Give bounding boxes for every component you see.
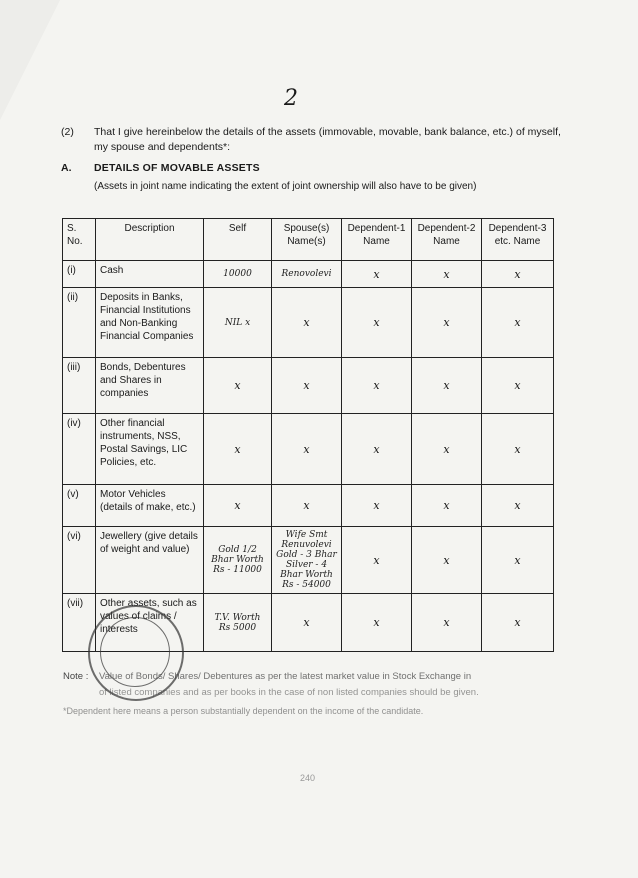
row-sno: (vi) <box>63 527 96 594</box>
section-label: A. <box>61 162 72 174</box>
table-header-row <box>63 219 554 261</box>
row-self-value: 10000 <box>204 261 272 288</box>
row-description: Deposits in Banks, Financial Institutions and Non-Banking Financial Companies <box>96 288 204 358</box>
row-self-value: NIL x <box>204 288 272 358</box>
row-sno: (i) <box>63 261 96 288</box>
row-sno: (iii) <box>63 358 96 414</box>
folded-corner <box>0 0 60 120</box>
row-dependent-2-value: x <box>412 594 482 652</box>
header-spouse: Spouse(s) Name(s) <box>272 219 342 261</box>
row-dependent-2-value: x <box>412 288 482 358</box>
row-self-value: x <box>204 414 272 485</box>
row-spouse-value: Wife Smt Renuvolevi Gold - 3 Bhar Silver - 4 Bhar Worth Rs - 54000 <box>272 527 342 594</box>
header-self: Self <box>204 219 272 261</box>
row-dependent-3-value: x <box>482 288 554 358</box>
row-sno: (ii) <box>63 288 96 358</box>
row-self-value: Gold 1/2 Bhar Worth Rs - 11000 <box>204 527 272 594</box>
row-dependent-3-value: x <box>482 527 554 594</box>
header-dependent-2: Dependent-2 Name <box>412 219 482 261</box>
row-dependent-2-value: x <box>412 485 482 527</box>
note-line-1: Value of Bonds/ Shares/ Debentures as per the latest market value in Stock Exchange in <box>99 671 472 682</box>
row-spouse-value: x <box>272 288 342 358</box>
row-self-value: x <box>204 358 272 414</box>
paragraph-text: That I give hereinbelow the details of the assets (immovable, movable, bank balance, etc.) of myself, my spouse and dependents*: <box>94 126 561 153</box>
row-dependent-2-value: x <box>412 261 482 288</box>
row-spouse-value: Renovolevi <box>272 261 342 288</box>
row-description: Motor Vehicles (details of make, etc.) <box>96 485 204 527</box>
row-sno: (v) <box>63 485 96 527</box>
row-self-value: x <box>204 485 272 527</box>
row-spouse-value: x <box>272 358 342 414</box>
footer-page-number: 240 <box>300 773 316 783</box>
row-spouse-value: x <box>272 485 342 527</box>
row-dependent-1-value: x <box>342 485 412 527</box>
page-number: 2 <box>284 86 298 111</box>
row-description: Jewellery (give details of weight and value) <box>96 527 204 594</box>
row-sno: (iv) <box>63 414 96 485</box>
row-spouse-value: x <box>272 414 342 485</box>
row-dependent-3-value: x <box>482 414 554 485</box>
section-note: (Assets in joint name indicating the extent of joint ownership will also have to be given) <box>94 181 477 192</box>
row-dependent-2-value: x <box>412 358 482 414</box>
header-dependent-1: Dependent-1 Name <box>342 219 412 261</box>
note-label: Note : <box>63 671 89 682</box>
row-dependent-2-value: x <box>412 414 482 485</box>
table-row <box>63 358 554 414</box>
table-row <box>63 288 554 358</box>
section-title: DETAILS OF MOVABLE ASSETS <box>94 162 260 174</box>
row-description: Other assets, such as values of claims / interests <box>96 594 204 652</box>
row-dependent-1-value: x <box>342 358 412 414</box>
row-spouse-value: x <box>272 594 342 652</box>
row-dependent-1-value: x <box>342 288 412 358</box>
row-sno: (vii) <box>63 594 96 652</box>
row-description: Cash <box>96 261 204 288</box>
row-dependent-3-value: x <box>482 261 554 288</box>
movable-assets-table <box>62 218 554 652</box>
row-dependent-1-value: x <box>342 594 412 652</box>
row-dependent-1-value: x <box>342 414 412 485</box>
row-dependent-1-value: x <box>342 527 412 594</box>
table-row <box>63 527 554 594</box>
header-dependent-3: Dependent-3 etc. Name <box>482 219 554 261</box>
row-description: Other financial instruments, NSS, Postal Savings, LIC Policies, etc. <box>96 414 204 485</box>
row-dependent-3-value: x <box>482 485 554 527</box>
note-line-2: of listed companies and as per books in the case of non listed companies should be given. <box>99 687 479 698</box>
header-description: Description <box>96 219 204 261</box>
row-dependent-3-value: x <box>482 594 554 652</box>
table-row <box>63 414 554 485</box>
dependent-footnote: *Dependent here means a person substantially dependent on the income of the candidate. <box>63 706 424 716</box>
header-sno: S. No. <box>63 219 96 261</box>
paragraph-number: (2) <box>61 126 74 138</box>
row-dependent-3-value: x <box>482 358 554 414</box>
table-row <box>63 261 554 288</box>
row-self-value: T.V. Worth Rs 5000 <box>204 594 272 652</box>
row-dependent-2-value: x <box>412 527 482 594</box>
row-dependent-1-value: x <box>342 261 412 288</box>
table-row <box>63 485 554 527</box>
row-description: Bonds, Debentures and Shares in companies <box>96 358 204 414</box>
